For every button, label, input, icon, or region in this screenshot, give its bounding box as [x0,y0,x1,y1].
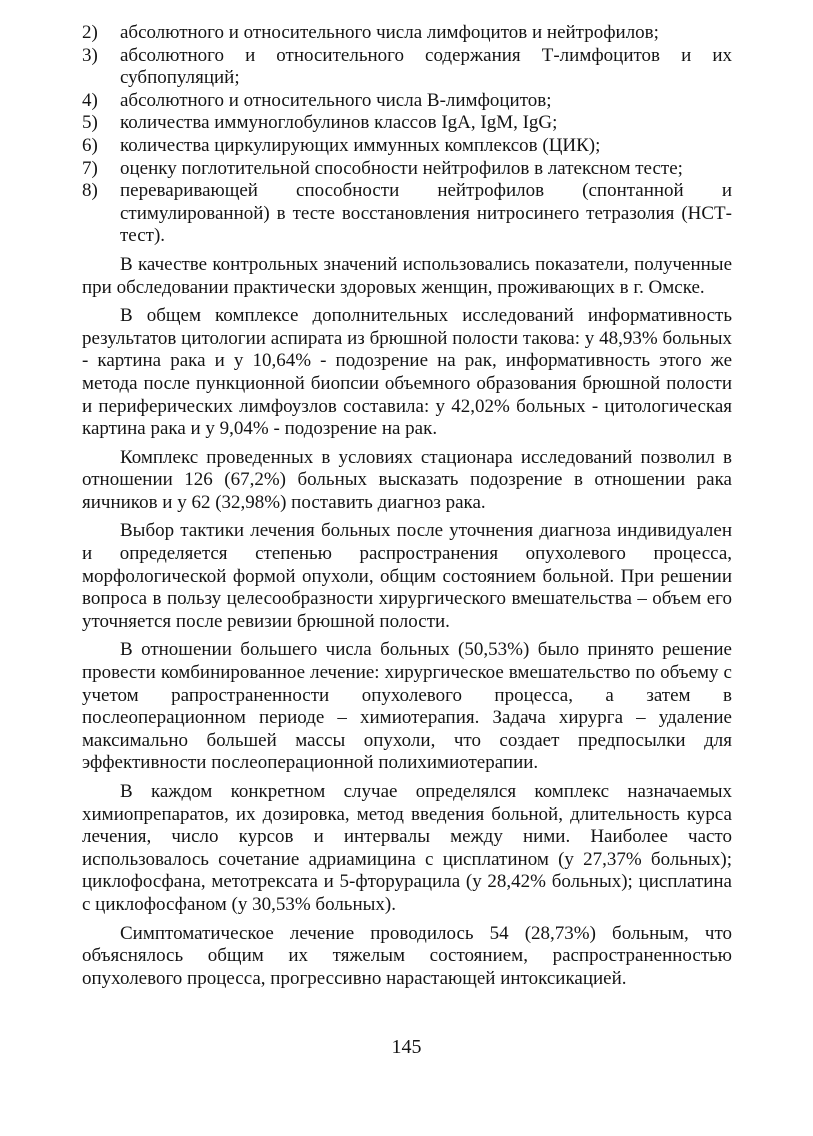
paragraph-cytology-results: В общем комплексе дополнительных исследований информативность результатов цитологии аспирата из брюшной полости такова: у 48,93% больных - картина рака и у 10,64% - подозрение на рак, информативность этого же метода после пункционной биопсии объемного образования брюшной полости и периферических лимфоузлов составила: у 42,02% больных - цитологическая картина рака и у 9,04% - подозрение на рак. [82,305,732,440]
list-item-number: 5) [82,112,98,134]
list-item-number: 6) [82,134,98,156]
list-item [82,90,732,113]
list-item [82,112,732,135]
list-item-number: 7) [82,157,98,179]
list-item-number: 8) [82,180,98,202]
paragraph-treatment-tactics: Выбор тактики лечения больных после уточнения диагноза индивидуален и определяется степенью распространения опухолевого процесса, морфологической формой опухоли, общим состоянием больной. При решении вопроса в пользу целесообразности хирургического вмешательства – объем его уточняется после ревизии брюшной полости. [82,520,732,632]
paragraph-control-values: В качестве контрольных значений использовались показатели, полученные при обследовании практически здоровых женщин, проживающих в г. Омске. [82,253,732,298]
list-item-number: 3) [82,44,98,66]
list-item-text: переваривающей способности нейтрофилов (спонтанной и стимулированной) в тесте восстановления нитросинего тетразолия (НСТ-тест). [120,180,732,247]
page-body [82,22,732,990]
list-item-text: количества иммуноглобулинов классов IgA, IgM, IgG; [120,112,558,134]
list-item-number: 4) [82,89,98,111]
list-item-text: абсолютного и относительного числа лимфоцитов и нейтрофилов; [120,22,659,43]
list-item [82,45,732,90]
list-item [82,22,732,45]
list-item-text: оценку поглотительной способности нейтрофилов в латексном тесте; [120,157,683,179]
list-item [82,180,732,248]
list-item [82,158,732,181]
list-item-text: количества циркулирующих иммунных комплексов (ЦИК); [120,134,601,156]
page-number: 145 [391,1036,422,1058]
paragraph-diagnosis-complex: Комплекс проведенных в условиях стационара исследований позволил в отношении 126 (67,2%) больных высказать подозрение в отношении рака яичников и у 62 (32,98%) поставить диагноз рака. [82,446,732,513]
list-item [82,135,732,158]
paragraph-symptomatic-treatment: Симптоматическое лечение проводилось 54 (28,73%) больным, что объяснялось общим их тяжелым состоянием, распространенностью опухолевого процесса, прогрессивно нарастающей интоксикацией. [82,922,732,989]
list-item-number: 2) [82,22,98,43]
list-item-text: абсолютного и относительного числа В-лимфоцитов; [120,89,552,111]
list-item-text: абсолютного и относительного содержания Т-лимфоцитов и их субпопуляций; [120,44,732,89]
paragraph-combined-treatment: В отношении большего числа больных (50,53%) было принято решение провести комбинированное лечение: хирургическое вмешательство по объему с учетом рапространенности опухолевого процесса, а затем в послеоперационном периоде – химиотерапия. Задача хирурга – удаление максимально большей массы опухоли, что создает предпосылки для эффективности послеоперационной полихимиотерапии. [82,639,732,774]
numbered-list [82,22,732,248]
paragraph-chemotherapy-regimens: В каждом конкретном случае определялся комплекс назначаемых химиопрепаратов, их дозировка, метод введения больной, длительность курса лечения, число курсов и интервалы между ними. Наиболее часто использовалось сочетание адриамицина с цисплатином (у 27,37% больных); циклофосфана, метотрексата и 5-фторурацила (у 28,42% больных); цисплатина с циклофосфаном (у 30,53% больных). [82,781,732,915]
